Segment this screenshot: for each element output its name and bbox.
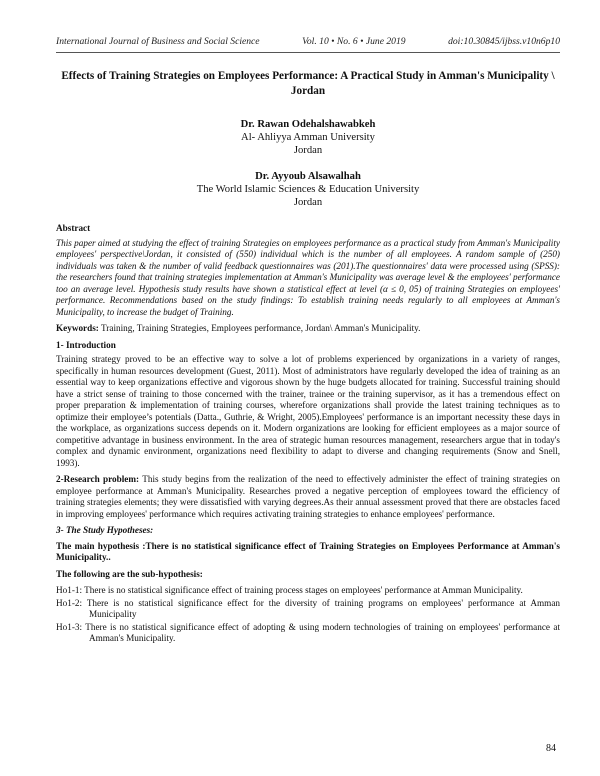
author-name: Dr. Ayyoub Alsawalhah — [255, 171, 361, 182]
running-header — [56, 36, 560, 47]
introduction-text: Training strategy proved to be an effective way to solve a lot of problems experienced by organizations in a variety of ranges, specifically in human resources development (Guest, 2011). Most of administrators have regularly developed the idea of training as an essential way to keep organizations effective and vigorous shown by the huge budgets allocated for training. Successful training should have a strict sense of training to those concerned with the trainer, trainee or the training supervisor, as it has a tremendous effect on proper preparation & implementation of training courses, wherefore organizations shall provide the latest training techniques as to optimize their employee’s potentials (Datta., Guthrie, & Wright, 2005).Employees' performance is an important necessity these days in the workplace, as organizations success depends on it. Modern organizations are looking for efficient employees as a major source of competitive advantage in business environment. In the area of strategic human resources management, researchers argue that in today's complex and dynamic environment, organizations need flexibility to adapt to diverse and changing requirements (Snow and Snell, 1993). — [56, 354, 560, 468]
paper-body — [56, 223, 560, 646]
issue-info: Vol. 10 • No. 6 • June 2019 — [302, 36, 406, 47]
keywords-label: Keywords: — [56, 323, 99, 333]
author-location: Jordan — [293, 145, 323, 156]
hypothesis-list — [56, 585, 560, 645]
journal-name: International Journal of Business and Social Science — [56, 36, 260, 47]
hypothesis-item: Ho1-2: There is no statistical significance effect for the diversity of training programs on employees' performance at Amman Municipality — [56, 597, 560, 619]
keywords-text: Training, Training Strategies, Employees performance, Jordan\ Amman's Municipality. — [101, 323, 421, 333]
sub-hypotheses-heading: The following are the sub-hypothesis: — [56, 568, 203, 579]
author-location: Jordan — [293, 197, 323, 208]
paper-title: Effects of Training Strategies on Employees Performance: A Practical Study in Amman's Municipality \ Jordan — [61, 70, 555, 97]
research-problem-label: 2-Research problem: — [56, 474, 140, 484]
hypotheses-heading: 3- The Study Hypotheses: — [56, 525, 154, 535]
research-problem — [56, 474, 560, 520]
keywords — [56, 323, 560, 335]
abstract-heading: Abstract — [56, 223, 91, 233]
author-affiliation: Al- Ahliyya Amman University — [241, 132, 375, 143]
hypothesis-item: Ho1-1: There is no statistical significance effect of training process stages on employees' performance at Amman Municipality. — [56, 585, 523, 595]
main-hypothesis: The main hypothesis :There is no statistical significance effect of Training Strategies on Employees Performance at Amman's Municipality.. — [56, 540, 560, 562]
hypothesis-item: Ho1-3: There is no statistical significance effect of adopting & using modern technologies of training on employees' performance at Amman's Municipality. — [56, 621, 560, 643]
introduction-heading: 1- Introduction — [56, 339, 116, 350]
research-problem-text: This study begins from the realization of the need to effectively administer the effect of training strategies on employee performance at Amman's Municipality. Researches proved a negative perception of employees toward the efficiency of training strategies elements; they were dissatisfied with varying degrees.As their annual assessment proved that there are obstacles faced in improving employees' performance which requires activating training strategies to enhance employees' performance. — [56, 474, 560, 519]
doi: doi:10.30845/ijbss.v10n6p10 — [448, 36, 560, 47]
author-block — [56, 118, 560, 209]
author-affiliation: The World Islamic Sciences & Education University — [196, 184, 420, 195]
page-number: 84 — [546, 743, 556, 754]
abstract-text: This paper aimed at studying the effect of training Strategies on employees performance as a practical study from Amman's Municipality employees' perspective\Jordan, it consisted of (550) individual which is the number of all employees. A random sample of (250) individuals was taken & the number of valid feedback questionnaires was (201).The questionnaires' data were processed using (SPSS): the researchers found that training strategies implementation at Amman's Municipality was average level & the employees' performance too an average level. Hypothesis study results have shown a statistical effect at level (α ≤ 0, 05) of training Strategies on employees' performance. Recommendations based on the study findings: To establish training needs regularly to all employees at Amman's Municipality, to increase the budget of Training. — [56, 237, 560, 317]
author-name: Dr. Rawan Odehalshawabkeh — [240, 119, 376, 130]
header-rule — [56, 52, 560, 53]
